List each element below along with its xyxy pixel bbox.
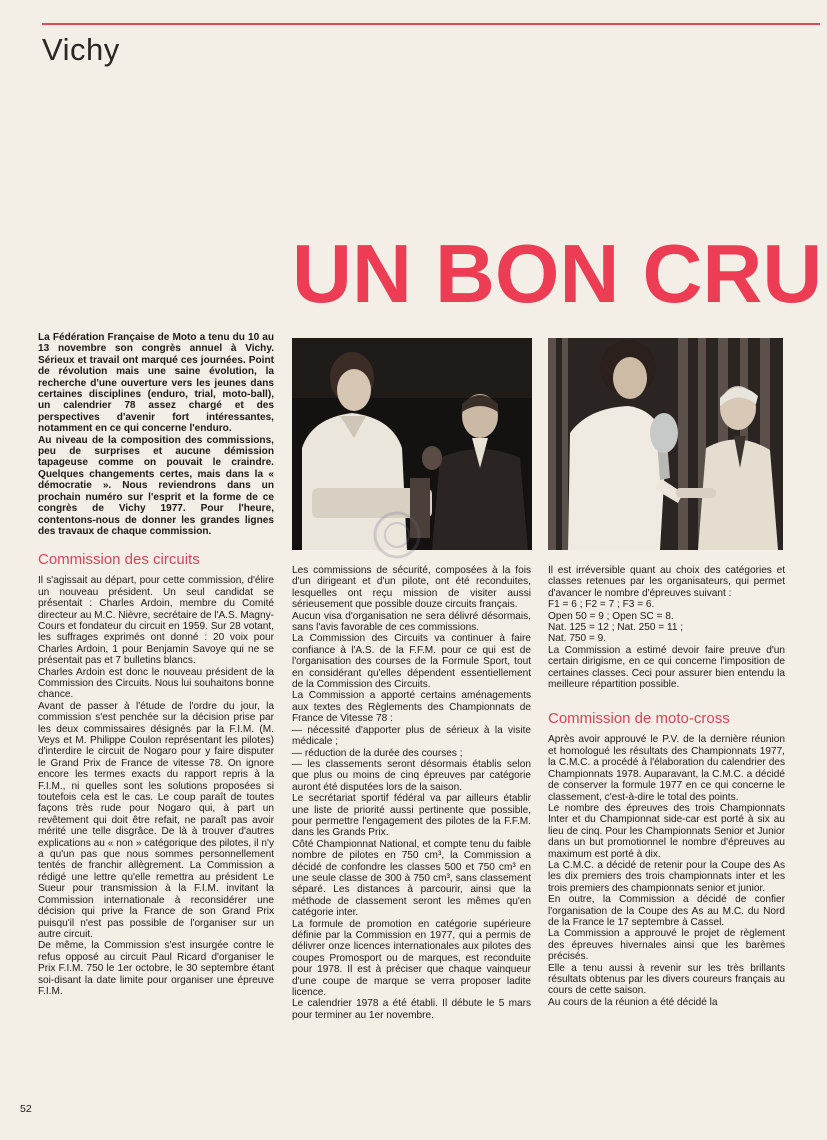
body-paragraph: Le calendrier 1978 a été établi. Il débute le 5 mars pour terminer au 1er novembre. bbox=[292, 998, 531, 1021]
body-paragraph: Il est irréversible quant au choix des catégories et classes retenues par les organisateurs, qui permet d'avancer le nombre d'épreuves suivant : bbox=[548, 565, 785, 599]
section-label: Vichy bbox=[42, 32, 120, 67]
intro-paragraph: La Fédération Française de Moto a tenu du 10 au 13 novembre son congrès annuel à Vichy. Sérieux et travail ont marqué ces journées. Point de révolution mais une saine évolution, la recherche d'une ouverture vers les jeunes dans certaines disciplines (enduro, trial, moto-ball), un calendrier 78 assez chargé et des perspectives d'avenir fort intéressantes, notamment en ce qui concerne l'enduro. bbox=[38, 332, 274, 435]
body-paragraph: Côté Championnat National, et compte tenu du faible nombre de pilotes en 750 cm³, la Commission a décidé de confondre les classes 500 et 750 cm³ en une seule classe de 300 à 750 cm³, sans classement séparé. Les distances à parcourir, ainsi que la méthode de classement seront les mêmes qu'en catégorie inter. bbox=[292, 838, 531, 919]
body-paragraph: Le secrétariat sportif fédéral va par ailleurs établir une liste de priorité aussi pertinente que possible, pour permettre l'engagement des pilotes de la F.F.M. dans les Grands Prix. bbox=[292, 793, 531, 839]
body-paragraph: Le nombre des épreuves des trois Championnats Inter et du Championnat side-car est porté à six au lieu de cinq. Pour les Championnats Senior et Junior dans un but promotionnel le nombre d'épreuves au maximum est porté à dix. bbox=[548, 802, 785, 860]
article-intro bbox=[38, 332, 274, 537]
body-paragraph: Aucun visa d'organisation ne sera délivré désormais, sans l'avis favorable de ces commissions. bbox=[292, 610, 531, 634]
body-paragraph: Les commissions de sécurité, composées à la fois d'un dirigeant et d'un pilote, ont été reconduites, lesquelles ont reçu mission de visiter aussi sérieusement que possible douze circuits français. bbox=[292, 565, 531, 611]
body-paragraph: Il s'agissait au départ, pour cette commission, d'élire un nouveau président. Un seul candidat se présentait : Charles Ardoin, membre du Comité directeur au M.C. Nièvre, secrétaire de l'A.S. Magny-Cours et fondateur du circuit en 1959. Sur 28 votant, les suffrages exprimés ont donné : 20 voix pour Charles Ardoin, 1 pour Benjamin Savoye qui ne se présentait pas et 7 bulletins blancs. bbox=[38, 575, 274, 667]
list-item: — nécessité d'apporter plus de sérieux à la visite médicale ; bbox=[292, 724, 531, 748]
body-paragraph: La Commission a approuvé le projet de règlement des épreuves hivernales ainsi que les barèmes précisés. bbox=[548, 928, 785, 963]
column-left bbox=[38, 332, 274, 997]
body-paragraph: La Commission des Circuits va continuer à faire confiance à l'A.S. de la F.F.M. pour ce qui est de l'organisation des courses de la Formule Sport, tout en considérant qu'elles dépendent essentiellement de la Commission des Circuits. bbox=[292, 633, 531, 691]
body-paragraph: La C.M.C. a décidé de retenir pour la Coupe des As les dix premiers des trois championnats inter et les trois premiers des championnats senior et junior. bbox=[548, 859, 785, 894]
subhead-circuits: Commission des circuits bbox=[38, 551, 200, 569]
body-paragraph: Au cours de la réunion a été décidé la bbox=[548, 996, 718, 1008]
list-item: — réduction de la durée des courses ; bbox=[292, 747, 463, 759]
body-paragraph: Après avoir approuvé le P.V. de la dernière réunion et homologué les résultats des Championnats 1977, la C.M.C. a procédé à l'élaboration du calendrier des Championnats 1978. Auparavant, la C.M.C. a décidé de conserver la formule 1977 en ce qui concerne le classement, c'est-à-dire le total des points. bbox=[548, 734, 785, 803]
article-headline: UN BON CRU bbox=[292, 227, 823, 320]
body-paragraph: Avant de passer à l'étude de l'ordre du jour, la commission s'est penchée sur la décision prise par les deux commissaires désignés par la F.I.M. (M. Veys et M. Philippe Coulon représentant les pilotes) d'interdire le circuit de Nogaro pour y faire disputer le Grand Prix de France de vitesse 78. On ignore encore les termes exacts du rapport repris à la F.I.M., ni quelles sont les solutions proposées si toutefois cela est le cas. Le coup paraît de toutes façons très rude pour Nogaro qui, à part un revêtement qui doit être refait, ne paraît pas avoir mérité une telle disgrâce. De là à trouver d'autres explications au « non » catégorique des pilotes, il n'y a qu'un pas que nous sommes personnellement tentés de franchir allègrement. La Commission a rédigé une lettre qu'elle remettra au président Le Sueur pour transmission à la F.I.M. invitant la Commission internationale à reconsidérer une décision qui prive la France de son Grand Prix puisqu'il n'est pas possible de l'organiser sur un autre circuit. bbox=[38, 700, 274, 940]
body-paragraph: La formule de promotion en catégorie supérieure définie par la Commission en 1977, qui a permis de délivrer onze licences internationales aux pilotes des coupes Promosport ou de marques, est reconduite pour 1978. Il est à préciser que chaque vainqueur d'une coupe de marque se verra proposer ladite licence. bbox=[292, 918, 531, 999]
page-number: 52 bbox=[20, 1103, 32, 1115]
column-middle bbox=[292, 565, 531, 1021]
body-paragraph: Charles Ardoin est donc le nouveau président de la Commission des Circuits. Nous lui souhaitons bonne chance. bbox=[38, 666, 274, 701]
stats-line: F1 = 6 ; F2 = 7 ; F3 = 6. bbox=[548, 599, 655, 611]
intro-paragraph: Au niveau de la composition des commissions, peu de surprises et aucune démission tapageuse comme on pouvait le craindre. Quelques changements certes, mais dans la « démocratie ». Nous reviendrons dans un prochain numéro sur l'esprit et la forme de ce congrès de Vichy 1977. Pour l'heure, contentons-nous de donner les grandes lignes des travaux de chaque commission. bbox=[38, 434, 274, 537]
stats-line: Nat. 125 = 12 ; Nat. 250 = 11 ; bbox=[548, 622, 684, 634]
subhead-motocross: Commission de moto-cross bbox=[548, 710, 730, 728]
body-paragraph: Elle a tenu aussi à revenir sur les très brillants résultats obtenus par les divers coureurs français au cours de cette saison. bbox=[548, 962, 785, 997]
body-paragraph: La Commission a estimé devoir faire preuve d'un certain dirigisme, en ce qui concerne l'imposition de certaines classes. Ceci pour assurer bien entendu la meilleure répartition possible. bbox=[548, 644, 785, 691]
archive-stamp bbox=[370, 508, 424, 562]
stats-line: Open 50 = 9 ; Open SC = 8. bbox=[548, 610, 674, 622]
stats-line: Nat. 750 = 9. bbox=[548, 633, 607, 645]
congress-photo-right bbox=[548, 338, 783, 550]
body-paragraph: En outre, la Commission a décidé de confier l'organisation de la Coupe des As au M.C. du Nord de la France le 17 septembre à Cassel. bbox=[548, 894, 785, 928]
list-item: — les classements seront désormais établis selon que plus ou moins de cinq épreuves par catégorie auront été disputées lors de la saison. bbox=[292, 758, 531, 793]
body-paragraph: La Commission a apporté certains aménagements aux textes des Règlements des Championnats de France de Vitesse 78 : bbox=[292, 690, 531, 725]
header-rule bbox=[42, 23, 820, 25]
body-paragraph: De même, la Commission s'est insurgée contre le refus opposé au circuit Paul Ricard d'organiser le Prix F.I.M. 750 le 1er octobre, le 30 septembre étant soi-disant la date limite pour organiser une épreuve F.I.M. bbox=[38, 940, 274, 997]
column-right bbox=[548, 565, 785, 1008]
